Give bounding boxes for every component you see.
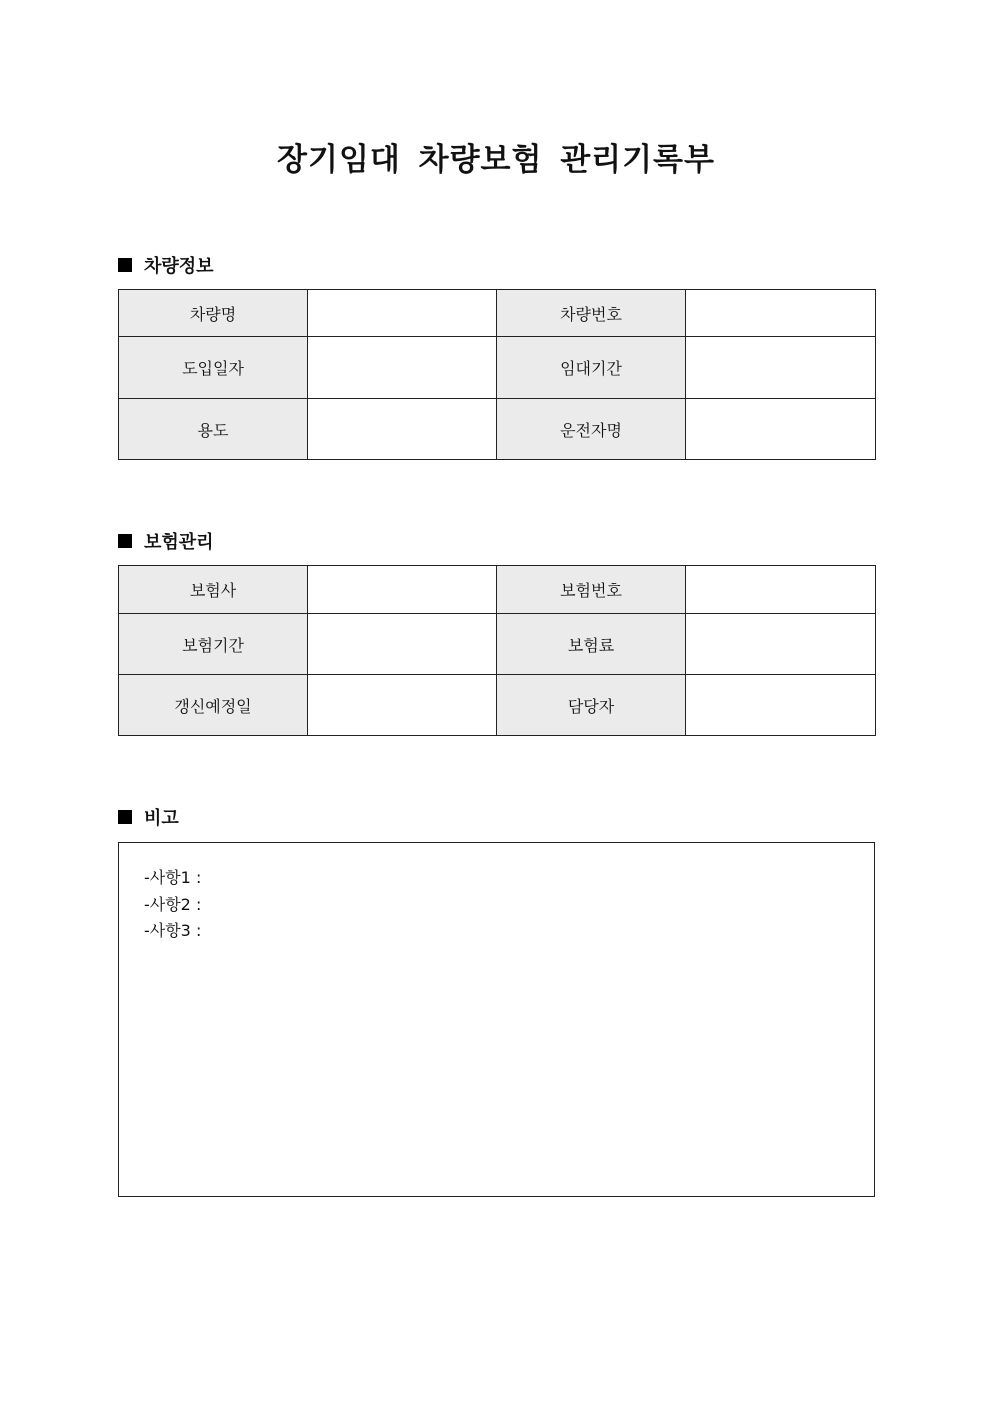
field-premium[interactable] — [686, 614, 876, 675]
table-row — [119, 675, 876, 736]
label-premium: 보험료 — [497, 614, 686, 675]
remark-item: -사항1 : — [144, 868, 202, 887]
field-policy-number[interactable] — [686, 566, 876, 614]
label-policy-number: 보험번호 — [497, 566, 686, 614]
remark-item: -사항3 : — [144, 921, 202, 940]
field-vehicle-number[interactable] — [686, 290, 876, 337]
table-row — [119, 566, 876, 614]
square-bullet-icon — [118, 534, 132, 548]
section-heading-insurance — [118, 529, 214, 553]
field-vehicle-name[interactable] — [308, 290, 497, 337]
field-lease-period[interactable] — [686, 337, 876, 399]
section-heading-remarks — [118, 805, 179, 829]
label-renewal-date: 갱신예정일 — [119, 675, 308, 736]
label-insurance-period: 보험기간 — [119, 614, 308, 675]
label-manager: 담당자 — [497, 675, 686, 736]
section-title: 차량정보 — [144, 256, 214, 277]
label-purpose: 용도 — [119, 399, 308, 460]
remarks-list — [144, 865, 201, 945]
page-title: 장기임대 차량보험 관리기록부 — [277, 142, 715, 178]
field-insurer[interactable] — [308, 566, 497, 614]
label-lease-period: 임대기간 — [497, 337, 686, 399]
section-title: 보험관리 — [144, 532, 214, 553]
table-row — [119, 337, 876, 399]
table-row — [119, 290, 876, 337]
table-row — [119, 614, 876, 675]
vehicle-info-table — [118, 289, 876, 460]
insurance-info-table — [118, 565, 876, 736]
field-manager[interactable] — [686, 675, 876, 736]
label-intro-date: 도입일자 — [119, 337, 308, 399]
field-intro-date[interactable] — [308, 337, 497, 399]
label-vehicle-number: 차량번호 — [497, 290, 686, 337]
section-title: 비고 — [144, 808, 179, 829]
table-row — [119, 399, 876, 460]
square-bullet-icon — [118, 810, 132, 824]
square-bullet-icon — [118, 258, 132, 272]
remarks-box[interactable] — [118, 842, 875, 1197]
field-purpose[interactable] — [308, 399, 497, 460]
remark-item: -사항2 : — [144, 894, 202, 914]
field-insurance-period[interactable] — [308, 614, 497, 675]
section-heading-vehicle — [118, 253, 214, 277]
label-insurer: 보험사 — [119, 566, 308, 614]
field-driver-name[interactable] — [686, 399, 876, 460]
label-vehicle-name: 차량명 — [119, 290, 308, 337]
label-driver-name: 운전자명 — [497, 399, 686, 460]
field-renewal-date[interactable] — [308, 675, 497, 736]
